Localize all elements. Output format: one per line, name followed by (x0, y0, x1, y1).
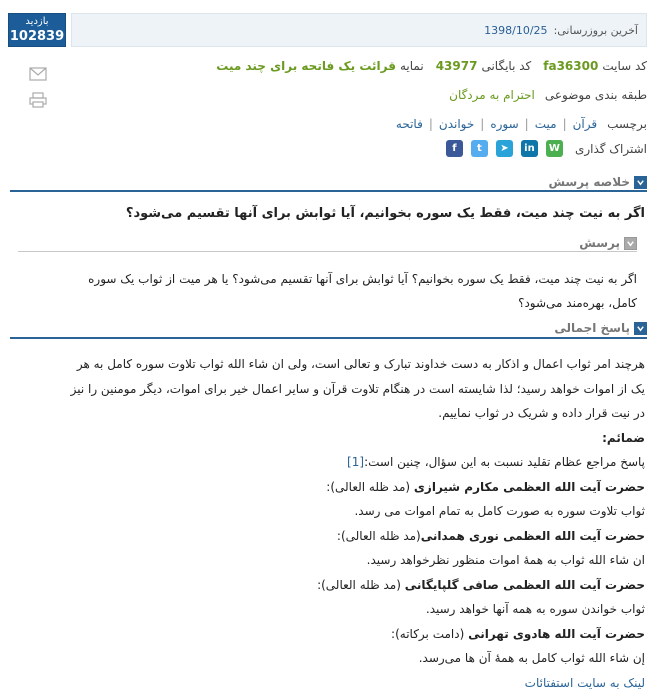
tag-link[interactable]: فاتحه (396, 117, 423, 131)
ruling-text: إن شاء الله ثواب کامل به همهٔ آن ها می‌رسد. (15, 646, 645, 671)
appendix-intro-line (15, 450, 645, 475)
question-title: پرسش (579, 236, 620, 250)
profile-value[interactable]: قرائت یک فاتحه برای چند میت (216, 59, 396, 73)
telegram-icon[interactable]: ➤ (496, 140, 513, 157)
site-code: fa36300 (543, 59, 598, 73)
answer-divider (10, 337, 647, 339)
share-label: اشتراک گذاری (575, 142, 647, 156)
question-header[interactable] (579, 233, 637, 253)
appendix-label: ضمائم: (15, 426, 645, 451)
ruling-heading (15, 524, 645, 549)
last-update-bar (71, 13, 647, 47)
archive-code-label: کد بایگانی (481, 59, 531, 73)
ruling-name: حضرت آیت الله العظمی نوری همدانی (421, 529, 645, 543)
visits-badge (8, 13, 66, 47)
answer-body (15, 352, 645, 695)
ruling-heading (15, 573, 645, 598)
ruling-suffix: (مد ظله العالی): (337, 529, 421, 543)
last-update-label: آخرین بروزرسانی: (554, 24, 638, 37)
ruling-heading (15, 622, 645, 647)
tags-row (396, 117, 647, 131)
summary-text: اگر به نیت چند میت، فقط یک سوره بخوانیم، آیا ثوابش برای آنها تقسیم می‌شود؟ (15, 206, 645, 221)
visits-count: 102839 (9, 28, 65, 45)
ruling-name: حضرت آیت الله العظمی مکارم شیرازی (414, 480, 645, 494)
ruling-suffix: (دامت برکاته): (391, 627, 468, 641)
profile-label: نمایه (400, 59, 424, 73)
ruling-name: حضرت آیت الله هادوی تهرانی (468, 627, 645, 641)
summary-divider (10, 190, 647, 192)
archive-code: 43977 (436, 59, 478, 73)
summary-header[interactable] (548, 172, 647, 192)
question-line: کامل، بهره‌مند می‌شود؟ (17, 291, 637, 315)
tag-link[interactable]: قرآن (573, 117, 598, 131)
tag-link[interactable]: خواندن (439, 117, 474, 131)
fatwa-site-link[interactable]: لینک به سایت استفتائات (15, 671, 645, 695)
question-text (17, 267, 637, 315)
collapse-icon (634, 176, 647, 189)
ruling-suffix: (مد ظله العالی): (326, 480, 414, 494)
answer-line: یک از اموات خواهد رسید؛ لذا شایسته است در هنگام تلاوت قرآن و سایر اعمال خیر برای اموات، دیگر مومنین را نیز (15, 377, 645, 402)
collapse-icon (634, 322, 647, 335)
tags-label: برچسب (607, 117, 647, 131)
question-divider (18, 251, 637, 252)
ruling-heading (15, 475, 645, 500)
answer-header[interactable] (554, 318, 647, 338)
category-row (449, 88, 647, 102)
tag-link[interactable]: سوره (490, 117, 518, 131)
facebook-icon[interactable]: f (446, 140, 463, 157)
summary-title: خلاصه پرسش (548, 175, 630, 189)
ruling-suffix: (مد ظله العالی): (317, 578, 405, 592)
ruling-text: ثواب خواندن سوره به همه آنها خواهد رسید. (15, 597, 645, 622)
category-label: طبقه بندی موضوعی (545, 88, 647, 102)
answer-line: هرچند امر ثواب اعمال و اذکار به دست خداوند تبارک و تعالی است، ولی ان شاء الله ثواب تلاوت سوره کامل به هر (15, 352, 645, 377)
ruling-name: حضرت آیت الله العظمی صافی گلپایگانی (405, 578, 645, 592)
share-row (442, 140, 647, 157)
question-line: اگر به نیت چند میت، فقط یک سوره بخوانیم؟ آیا ثوابش برای آنها تقسیم می‌شود؟ یا هر میت از ثواب یک سوره (17, 267, 637, 291)
ruling-text: ان شاء الله ثواب به همهٔ اموات منظور نظرخواهد رسید. (15, 548, 645, 573)
citation-link[interactable]: [1] (347, 455, 364, 469)
category-value[interactable]: احترام به مردگان (449, 88, 535, 102)
answer-line: در نیت قرار داده و شریک در ثواب نماییم. (15, 401, 645, 426)
email-icon[interactable] (28, 66, 48, 82)
tag-separator: | (429, 117, 433, 131)
twitter-icon[interactable]: t (471, 140, 488, 157)
tag-link[interactable]: میت (535, 117, 557, 131)
whatsapp-icon[interactable]: W (546, 140, 563, 157)
tag-separator: | (563, 117, 567, 131)
print-icon[interactable] (28, 92, 48, 108)
codes-row (216, 59, 647, 73)
site-code-label: کد سایت (602, 59, 647, 73)
collapse-icon (624, 237, 637, 250)
tag-separator: | (480, 117, 484, 131)
tag-separator: | (525, 117, 529, 131)
last-update-date: 1398/10/25 (484, 24, 547, 37)
answer-title: پاسخ اجمالی (554, 321, 630, 335)
appendix-intro: پاسخ مراجع عظام تقلید نسبت به این سؤال، چنین است: (364, 455, 645, 469)
linkedin-icon[interactable]: in (521, 140, 538, 157)
ruling-text: ثواب تلاوت سوره به صورت کامل به تمام اموات می رسد. (15, 499, 645, 524)
visits-label: بازدید (9, 15, 65, 28)
